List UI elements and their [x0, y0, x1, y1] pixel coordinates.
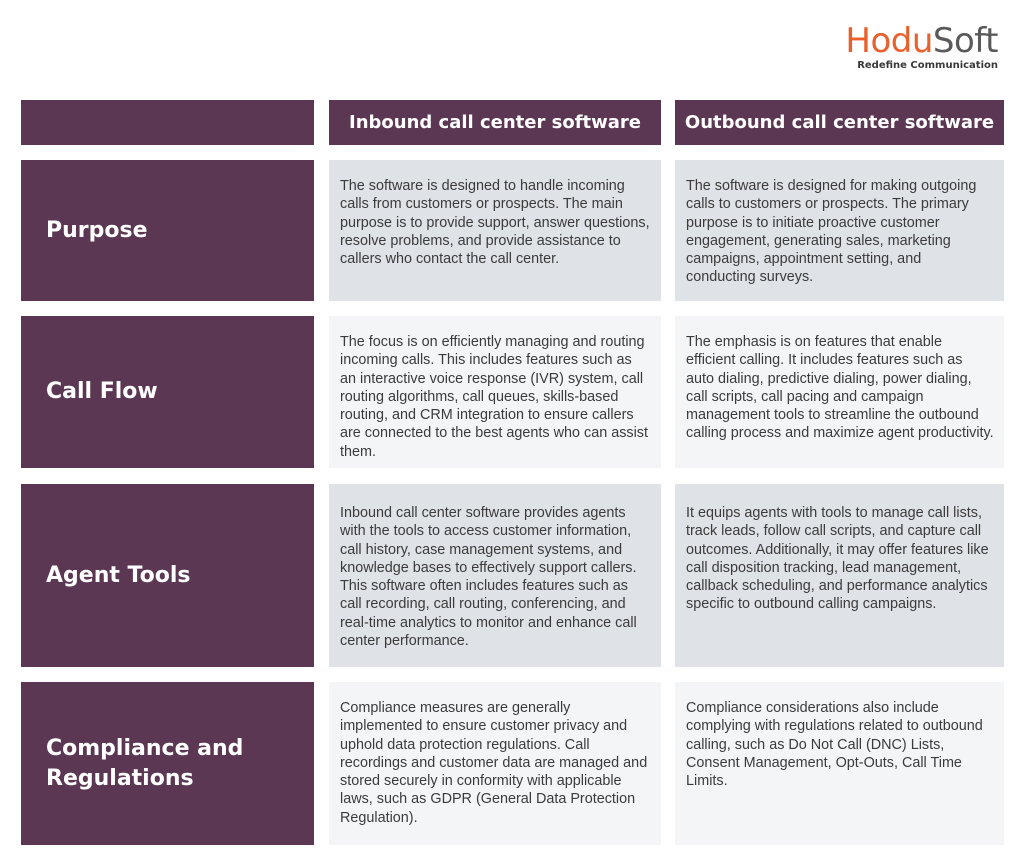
- compliance-inbound-text: Compliance measures are generally implemented to ensure customer privacy and uphold data protection regulations. Call recordings and customer data are managed and stored securely in conformity with applicable laws, such as GDPR (General Data Protection Regulation).: [340, 700, 648, 826]
- hodusoft-logo: [845, 21, 998, 71]
- call-flow-outbound-cell: [675, 316, 1004, 468]
- compliance-outbound-cell: [675, 682, 1004, 845]
- row-label-agent-tools: Agent Tools: [21, 484, 314, 667]
- logo-soft: Soft: [932, 21, 998, 61]
- header-inbound: Inbound call center software: [329, 100, 661, 145]
- call-flow-outbound-text: The emphasis is on features that enable efficient calling. It includes features such as auto dialing, predictive dialing, power dialing, call scripts, call pacing and campaign management tools to streamline the outbound calling process and maximize agent productivity.: [686, 334, 994, 442]
- purpose-outbound-text: The software is designed for making outgoing calls to customers or prospects. The primary purpose is to initiate proactive customer engagement, generating sales, marketing campaigns, appointment setting, and conducting surveys.: [686, 178, 977, 286]
- call-flow-inbound-text: The focus is on efficiently managing and routing incoming calls. This includes features such as an interactive voice response (IVR) system, call routing algorithms, call queues, skills-based routing, and CRM integration to ensure callers are connected to the best agents who can assist them.: [340, 334, 648, 460]
- call-flow-inbound-cell: [329, 316, 661, 468]
- row-label-purpose: Purpose: [21, 160, 314, 301]
- agent-tools-outbound-text: It equips agents with tools to manage call lists, track leads, follow call scripts, and capture call outcomes. Additionally, it may offer features like call disposition tracking, lead management, callback scheduling, and performance analytics specific to outbound calling campaigns.: [686, 505, 989, 613]
- header-empty-cell: [21, 100, 314, 145]
- purpose-inbound-text: The software is designed to handle incoming calls from customers or prospects. The main purpose is to provide support, answer questions, resolve problems, and provide assistance to callers who contact the call center.: [340, 178, 650, 268]
- compliance-outbound-text: Compliance considerations also include complying with regulations related to outbound calling, such as Do Not Call (DNC) Lists, Consent Management, Opt-Outs, Call Time Limits.: [686, 700, 983, 790]
- agent-tools-inbound-cell: [329, 484, 661, 667]
- logo-wordmark: [845, 21, 998, 61]
- agent-tools-outbound-cell: [675, 484, 1004, 667]
- row-label-compliance: Compliance and Regulations: [21, 682, 314, 845]
- agent-tools-inbound-text: Inbound call center software provides agents with the tools to access customer information, call history, case management systems, and knowledge bases to effectively support callers. This software often includes features such as call recording, call routing, conferencing, and real-time analytics to monitor and enhance call center performance.: [340, 505, 637, 650]
- header-outbound: Outbound call center software: [675, 100, 1004, 145]
- purpose-outbound-cell: [675, 160, 1004, 301]
- logo-tagline: Redefine Communication: [857, 60, 998, 71]
- logo-hodu: Hodu: [845, 21, 933, 61]
- compliance-inbound-cell: [329, 682, 661, 845]
- purpose-inbound-cell: [329, 160, 661, 301]
- row-label-call-flow: Call Flow: [21, 316, 314, 468]
